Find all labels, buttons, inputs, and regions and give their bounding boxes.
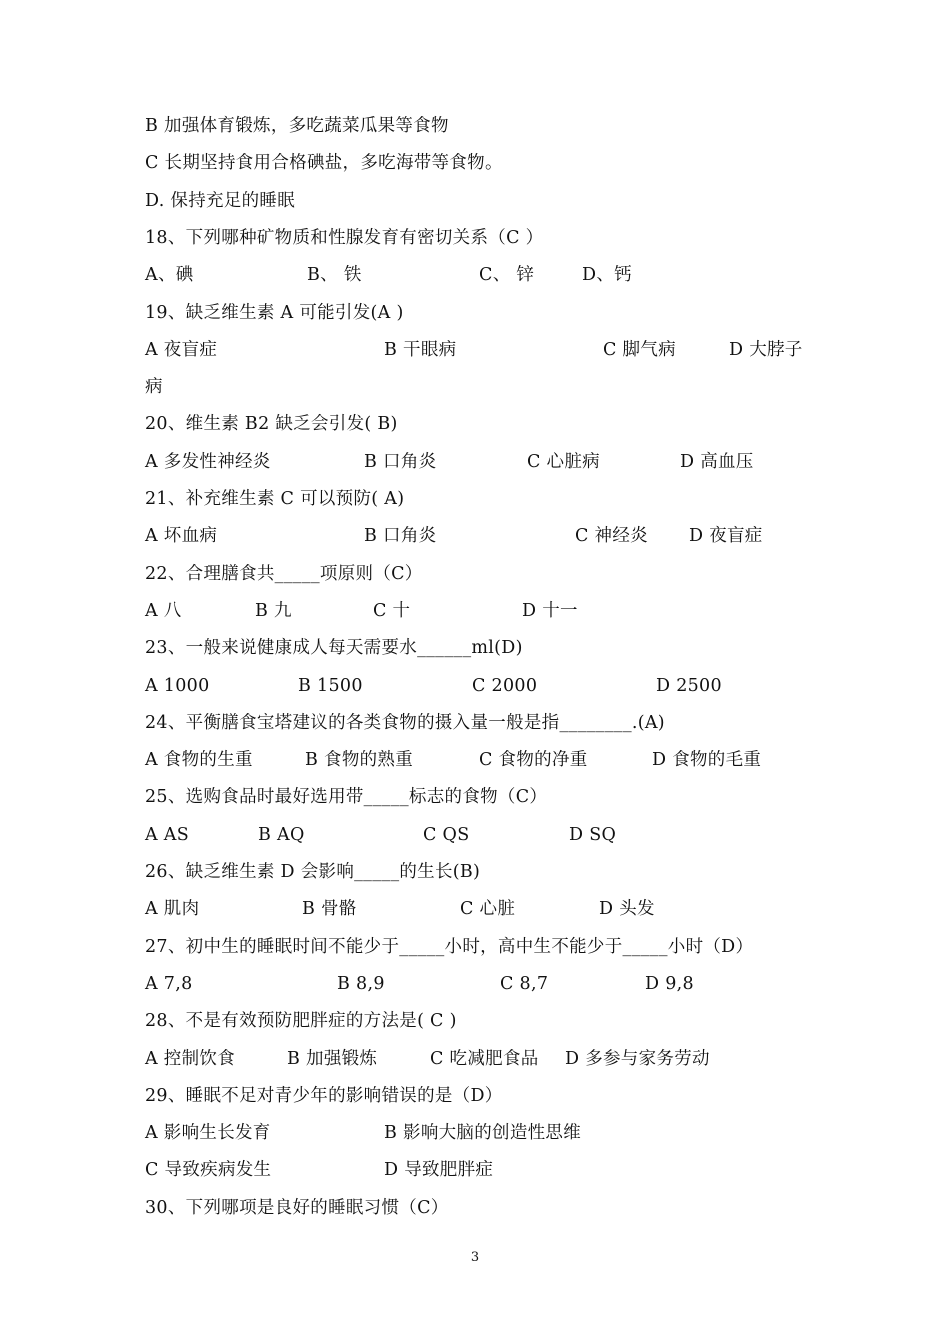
answer-option: D 9,8 (645, 973, 694, 994)
answer-option: C 2000 (472, 675, 538, 696)
answer-option: A 控制饮食 (145, 1048, 236, 1069)
answer-option: A 影响生长发育 (145, 1123, 271, 1144)
question-text: 22、合理膳食共_____项原则（C） (145, 563, 423, 584)
answer-option: B 8,9 (337, 973, 385, 994)
answer-option: B 骨骼 (302, 899, 357, 920)
question-text: 26、缺乏维生素 D 会影响_____的生长(B) (145, 862, 481, 882)
question-text: 29、睡眠不足对青少年的影响错误的是（D） (145, 1085, 503, 1106)
answer-option: B 口角炎 (364, 451, 437, 472)
answer-option: C 食物的净重 (479, 750, 588, 771)
answer-option: D 头发 (599, 899, 655, 920)
answer-option: D 导致肥胖症 (384, 1160, 494, 1181)
question-text: 19、缺乏维生素 A 可能引发(A ) (145, 302, 404, 323)
answer-option: B 干眼病 (384, 339, 457, 360)
answer-option: D 高血压 (680, 451, 754, 472)
answer-option: D 大脖子 (729, 339, 803, 360)
question-text: 27、初中生的睡眠时间不能少于_____小时，高中生不能少于_____小时（D） (145, 936, 754, 957)
question-text: 24、平衡膳食宝塔建议的各类食物的摄入量一般是指________.(A) (145, 712, 665, 733)
answer-option: A AS (145, 824, 190, 845)
answer-option: D、钙 (582, 265, 632, 286)
question-text: 21、补充维生素 C 可以预防( A) (145, 489, 405, 509)
answer-option: B、 铁 (307, 265, 362, 286)
question-text: 20、维生素 B2 缺乏会引发( B) (145, 414, 398, 435)
answer-option: A 7,8 (145, 973, 193, 994)
answer-option: B 九 (255, 600, 292, 621)
answer-option: C 吃减肥食品 (430, 1048, 539, 1069)
answer-option: D 夜盲症 (689, 526, 763, 547)
answer-option: D 十一 (522, 600, 578, 621)
answer-option: C 8,7 (500, 973, 549, 994)
answer-option: B 影响大脑的创造性思维 (384, 1123, 582, 1144)
page-number: 3 (470, 1250, 480, 1265)
answer-option: C 十 (373, 600, 411, 621)
answer-option: D SQ (569, 824, 617, 845)
question-text: 23、一般来说健康成人每天需要水______ml(D) (145, 638, 523, 659)
answer-option: C 脚气病 (603, 339, 676, 360)
question-text: 30、下列哪项是良好的睡眠习惯（C） (145, 1197, 449, 1218)
answer-option: B 1500 (298, 675, 363, 696)
question-text: 18、下列哪种矿物质和性腺发育有密切关系（C ） (145, 227, 544, 248)
text-line: B 加强体育锻炼，多吃蔬菜瓜果等食物 (145, 116, 449, 136)
answer-option: C 神经炎 (575, 526, 648, 547)
answer-option: B 口角炎 (364, 526, 437, 547)
answer-option: A 多发性神经炎 (145, 451, 271, 472)
answer-option: A 1000 (145, 675, 210, 696)
answer-option: A 肌肉 (145, 899, 200, 920)
answer-option: A、碘 (145, 265, 194, 286)
answer-option: A 食物的生重 (145, 750, 253, 771)
answer-option: B 加强锻炼 (287, 1048, 378, 1069)
answer-option: D 2500 (656, 675, 722, 696)
answer-option: D 多参与家务劳动 (565, 1048, 710, 1069)
answer-option: C QS (423, 824, 470, 845)
answer-option: C 导致疾病发生 (145, 1160, 272, 1181)
text-line: C 长期坚持食用合格碘盐，多吃海带等食物。 (145, 153, 503, 174)
question-text: 28、不是有效预防肥胖症的方法是( C ) (145, 1011, 457, 1032)
answer-option: A 坏血病 (145, 526, 218, 547)
answer-option: C 心脏 (460, 899, 516, 920)
answer-option: C 心脏病 (527, 451, 600, 472)
answer-option: D 食物的毛重 (652, 750, 762, 771)
text-line: D. 保持充足的睡眠 (145, 190, 296, 211)
answer-option: A 夜盲症 (145, 339, 218, 360)
answer-option: B 食物的熟重 (305, 750, 414, 771)
answer-option: B AQ (258, 824, 305, 845)
text-line: 病 (145, 377, 163, 398)
answer-option: C、 锌 (479, 265, 535, 286)
answer-option: A 八 (145, 600, 182, 621)
question-text: 25、选购食品时最好选用带_____标志的食物（C） (145, 787, 548, 808)
